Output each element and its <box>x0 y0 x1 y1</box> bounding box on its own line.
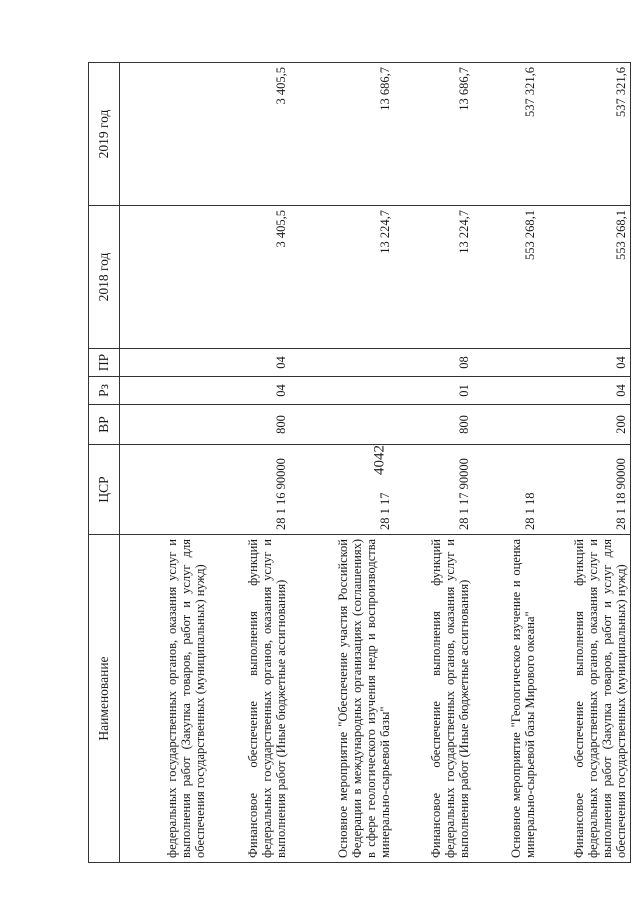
row-2019: 537 321,6 <box>539 63 630 206</box>
row-2018: 3 405,5 <box>209 206 290 349</box>
header-2018: 2018 год <box>89 206 120 349</box>
row-csr: 28 1 18 <box>473 445 539 535</box>
rotated-table-frame <box>88 63 631 863</box>
row-name: Основное мероприятие "Геологическое изучение и оценка минерально-сырьевой базы Мирового океана" <box>473 535 539 863</box>
row-vr: 800 <box>209 405 290 445</box>
row-2018: 13 224,7 <box>394 206 473 349</box>
row-2018 <box>120 206 209 349</box>
row-name: Основное мероприятие "Обеспечение участия Российской Федерации в международных организациях (соглашениях) в сфере геологического изучения недр и воспроизводства минерально-сырьевой базы" <box>290 535 394 863</box>
row-vr <box>473 405 539 445</box>
row-pr <box>473 349 539 377</box>
header-2019: 2019 год <box>89 63 120 206</box>
row-pr: 04 <box>539 349 630 377</box>
row-vr: 800 <box>394 405 473 445</box>
header-name: Наименование <box>89 535 120 863</box>
row-rz: 04 <box>209 377 290 405</box>
row-pr: 04 <box>209 349 290 377</box>
table-row <box>209 63 290 863</box>
row-pr <box>120 349 209 377</box>
row-name: Финансовое обеспечение выполнения функций федеральных государственных органов, оказания услуг и выполнения работ (Иные бюджетные ассигнования) <box>394 535 473 863</box>
row-2019: 3 405,5 <box>209 63 290 206</box>
row-csr: 28 1 16 90000 <box>209 445 290 535</box>
row-rz: 04 <box>539 377 630 405</box>
table-row <box>539 63 630 863</box>
row-rz: 01 <box>394 377 473 405</box>
row-vr <box>290 405 394 445</box>
row-2019 <box>120 63 209 206</box>
header-rz: Рз <box>89 377 120 405</box>
row-pr <box>290 349 394 377</box>
table-header-row <box>89 63 120 863</box>
row-2019: 13 686,7 <box>394 63 473 206</box>
row-name: федеральных государственных органов, оказания услуг и выполнения работ (Закупка товаров, работ и услуг для обеспечения государственных (муниципальных) нужд) <box>120 535 209 863</box>
table-row <box>473 63 539 863</box>
row-csr <box>120 445 209 535</box>
row-pr: 08 <box>394 349 473 377</box>
row-2018: 553 268,1 <box>539 206 630 349</box>
row-2018: 553 268,1 <box>473 206 539 349</box>
table-row <box>394 63 473 863</box>
row-csr: 28 1 17 90000 <box>394 445 473 535</box>
row-vr <box>120 405 209 445</box>
page-number: 4042 <box>371 445 388 475</box>
table-row <box>120 63 209 863</box>
row-rz <box>473 377 539 405</box>
header-pr: ПР <box>89 349 120 377</box>
row-vr: 200 <box>539 405 630 445</box>
row-name: Финансовое обеспечение выполнения функций федеральных государственных органов, оказания услуг и выполнения работ (Закупка товаров, работ и услуг для обеспечения государственных (муниципальных) нужд) <box>539 535 630 863</box>
row-2019: 537 321,6 <box>473 63 539 206</box>
row-name: Финансовое обеспечение выполнения функций федеральных государственных органов, оказания услуг и выполнения работ (Иные бюджетные ассигнования) <box>209 535 290 863</box>
budget-table <box>88 62 631 863</box>
row-rz <box>120 377 209 405</box>
row-2018: 13 224,7 <box>290 206 394 349</box>
row-rz <box>290 377 394 405</box>
row-csr: 28 1 17 <box>290 445 394 535</box>
row-csr: 28 1 18 90000 <box>539 445 630 535</box>
row-2019: 13 686,7 <box>290 63 394 206</box>
table-row <box>290 63 394 863</box>
header-csr: ЦСР <box>89 445 120 535</box>
header-vr: ВР <box>89 405 120 445</box>
